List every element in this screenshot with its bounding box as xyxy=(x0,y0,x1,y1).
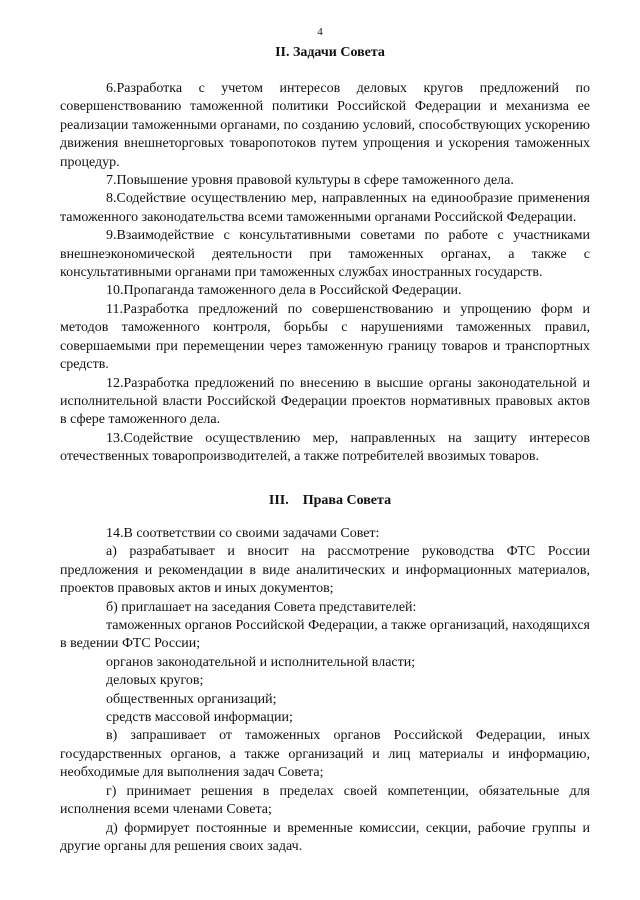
invitee-5: средств массовой информации; xyxy=(106,710,293,726)
item-d: д) формирует постоянные и временные комиссии, секции, рабочие группы и другие органы для решения своих задач. xyxy=(60,820,590,854)
paragraph-6: 6.Разработка с учетом интересов деловых кругов предложений по совершенствованию таможенной политики Российской Федерации и механизма ее реализации таможенными органами, по созданию условий, способствующих ускорению движения внешнеторговых товаропотоков путем упрощения и ускорения таможенных процедур. xyxy=(60,81,590,170)
item-g: г) принимает решения в пределах своей компетенции, обязательные для исполнения всеми членами Совета; xyxy=(60,783,590,818)
item-v: в) запрашивает от таможенных органов Российской Федерации, иных государственных органов, а также организаций и лиц материалы и информацию, необходимые для выполнения задач Совета; xyxy=(60,728,590,781)
page-number: 4 xyxy=(317,26,323,38)
paragraph-9: 9.Взаимодействие с консультативными советами по работе с участниками внешнеэкономической деятельности при таможенных органах, а также с консультативными органами при таможенных службах иностранных государств. xyxy=(60,228,590,281)
paragraph-13: 13.Содействие осуществлению мер, направленных на защиту интересов отечественных товаропроизводителей, а также потребителей ввозимых товаров. xyxy=(60,430,590,465)
paragraph-8: 8.Содействие осуществлению мер, направленных на единообразие применения таможенного законодательства всеми таможенными органами Российской Федерации. xyxy=(60,191,590,225)
invitee-2: органов законодательной и исполнительной власти; xyxy=(106,654,416,670)
section-2-title: II. Задачи Совета xyxy=(275,45,385,60)
invitee-4: общественных организаций; xyxy=(106,691,277,707)
paragraph-10: 10.Пропаганда таможенного дела в Российской Федерации. xyxy=(106,283,462,299)
item-a: а) разрабатывает и вносит на рассмотрение руководства ФТС России предложения и рекомендации в виде аналитических и информационных материалов, проектов правовых актов и иных документов; xyxy=(60,544,590,597)
section-3-title: III. Права Совета xyxy=(268,493,392,508)
item-b: б) приглашает на заседания Совета представителей: xyxy=(106,599,417,615)
section-3-body xyxy=(60,525,590,856)
invitee-1: таможенных органов Российской Федерации, а также организаций, находящихся в ведении ФТС России; xyxy=(60,618,590,652)
section-2-body xyxy=(60,80,590,467)
paragraph-14: 14.В соответствии со своими задачами Совет: xyxy=(106,526,380,541)
paragraph-12: 12.Разработка предложений по внесению в высшие органы законодательной и исполнительной власти Российской Федерации проектов нормативных правовых актов в сфере таможенного дела. xyxy=(60,375,590,428)
paragraph-11: 11.Разработка предложений по совершенствованию и упрощению форм и методов таможенного контроля, борьбы с нарушениями таможенных правил, совершаемыми при перемещении через таможенную границу товаров и транспортных средств. xyxy=(60,301,590,373)
invitee-3: деловых кругов; xyxy=(106,673,204,689)
paragraph-7: 7.Повышение уровня правовой культуры в сфере таможенного дела. xyxy=(106,173,514,189)
